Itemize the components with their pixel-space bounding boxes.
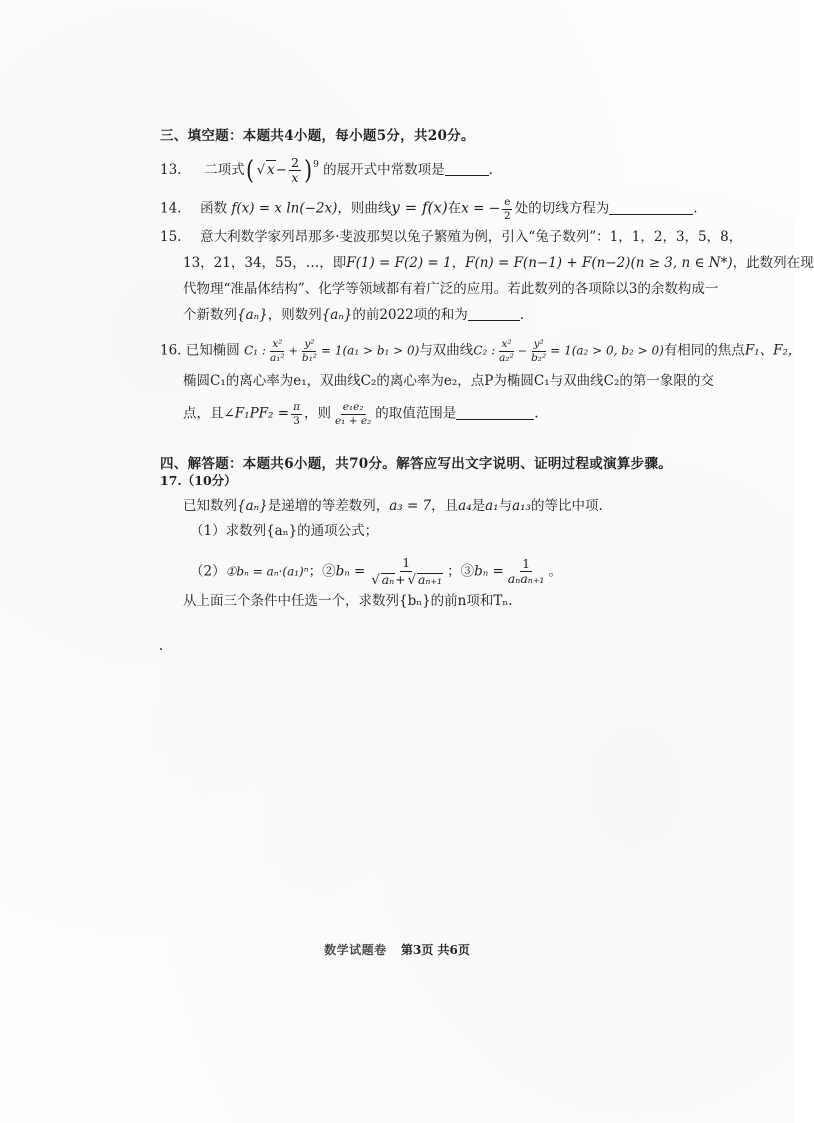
q16-ratio-den: e₁ + e₂ — [334, 414, 372, 427]
q14-x-eq: x = − — [461, 200, 501, 217]
q17-sep-2: ；③ — [447, 563, 475, 580]
q17-c2-num: 1 — [402, 555, 411, 570]
page-footer — [0, 941, 794, 958]
stray-mark — [160, 648, 162, 650]
q17-a1: a₁ — [485, 498, 499, 514]
q17-stem-c: 是递增的等差数列， — [267, 498, 390, 514]
q15-text-2a: 13，21，34，55，…，即 — [183, 255, 347, 271]
q16-text-3a: 点，且 — [183, 405, 224, 422]
q16-h-den-b: b₂² — [531, 351, 547, 364]
q16-text-1d: 与双曲线 — [419, 342, 474, 359]
q13-end: . — [488, 162, 493, 178]
q14-x-den: 2 — [504, 209, 511, 222]
q16-foci: F₁、F₂， — [744, 342, 802, 359]
q17-c3-den: aₙaₙ₊₁ — [507, 571, 545, 587]
q15-text-1: 意大利数学家列昂那多·斐波那契以兔子繁殖为例，引入“兔子数列”：1，1，2，3，5，8， — [200, 229, 743, 245]
q13-minus: − — [275, 162, 287, 178]
q13-frac-num: 2 — [290, 154, 299, 170]
question-15-line-2 — [183, 254, 814, 272]
q15-text-2f: ，此数列在现 — [732, 255, 814, 271]
q17-condition-1: ①bₙ = aₙ·(a₁)ⁿ — [225, 564, 309, 579]
q17-part-1-text: （1）求数列{aₙ}的通项公式； — [190, 523, 379, 539]
q13-sqrt: x — [267, 162, 275, 178]
q14-end: . — [693, 200, 698, 217]
question-17-header — [160, 472, 237, 490]
q17-points: （10分） — [181, 473, 237, 488]
footer-subject: 数学试题卷 — [324, 943, 387, 957]
q15-text-3: 代物理“准晶体结构”、化学等领域都有着广泛的应用。若此数列的各项除以3的余数构成一 — [183, 281, 719, 297]
q15-answer-blank[interactable] — [468, 308, 520, 321]
q15-comma: ， — [451, 255, 466, 271]
q17-condition-3-lhs: bₙ = — [474, 563, 504, 580]
q17-task-text: 从上面三个条件中任选一个，求数列{bₙ}的前n项和Tₙ. — [183, 593, 513, 609]
question-15-line-3 — [183, 280, 718, 298]
question-16-line-1 — [160, 339, 801, 363]
q16-hyperbola-label: C₂ : — [473, 343, 496, 358]
q17-condition-2-lhs: bₙ = — [335, 563, 366, 580]
q15-condition: (n ≥ 3, n ∈ N*) — [630, 255, 733, 271]
q13-post: 的展开式中常数项是 — [323, 162, 445, 178]
q15-text-4a: 个新数列 — [183, 307, 237, 323]
q17-stem-a: 已知数列 — [183, 498, 237, 514]
q15-seq-2: {aₙ} — [321, 307, 353, 323]
q15-end: . — [519, 307, 525, 323]
q16-h-num-x: x² — [501, 338, 512, 350]
q16-e-num-x: x² — [272, 338, 283, 350]
q17-a4: a₄ — [458, 498, 472, 514]
q16-text-3c: ，则 — [303, 405, 331, 422]
q14-at: 在 — [447, 200, 462, 217]
q15-seq-1: {aₙ} — [237, 307, 268, 323]
q16-text-2: 椭圆C₁的离心率为e₁，双曲线C₂的离心率为e₂，点P为椭圆C₁与双曲线C₂的第一象限的交 — [183, 373, 714, 389]
q16-h-den-a: a₂² — [499, 351, 514, 364]
q16-answer-blank[interactable] — [456, 407, 534, 420]
q16-text-1a: 已知椭圆 — [185, 342, 240, 359]
q15-text-4e: 的前2022项的和为 — [352, 307, 468, 323]
q16-end: . — [534, 405, 539, 422]
q15-text-4c: ，则数列 — [267, 307, 322, 323]
q16-e-den-a: a₁² — [269, 351, 285, 364]
q14-mid: ，则曲线 — [337, 200, 392, 217]
question-16-line-3 — [183, 402, 539, 426]
section-4-heading: 四、解答题：本题共6小题，共70分。解答应写出文字说明、证明过程或演算步骤。 — [160, 456, 673, 472]
q16-angle-num: π — [293, 401, 300, 413]
q14-curve: y = f(x) — [391, 198, 448, 217]
q15-f1-f2: F(1) = F(2) = 1 — [346, 255, 452, 271]
q17-a13: a₁₃ — [512, 498, 531, 514]
q16-angle: ∠F₁PF₂ = — [223, 405, 290, 422]
q17-stem-i: 与 — [498, 498, 513, 514]
question-16-line-2 — [183, 372, 714, 390]
q16-e-num-y: y² — [304, 338, 315, 350]
q17-c2-den-plus: + — [395, 571, 406, 587]
q16-number: 16. — [160, 342, 182, 359]
question-15-line-1 — [160, 228, 742, 246]
q14-post: 处的切线方程为 — [514, 200, 610, 217]
question-13: 13. 二项式( √ x− $\frac{2}{x}$ )$^9$ 的展开式中常数项是 . — [160, 154, 493, 186]
q15-recurrence: F(n) = F(n−1) + F(n−2) — [465, 255, 631, 271]
q16-h-num-y: y² — [533, 338, 544, 350]
q17-a3: a₃ = 7 — [389, 498, 432, 514]
q16-text-3d: 的取值范围是 — [375, 405, 457, 422]
q16-ellipse-cond: = 1(a₁ > b₁ > 0) — [320, 343, 420, 358]
q15-number: 15. — [160, 229, 182, 245]
q16-minus: − — [517, 344, 528, 358]
q16-e-den-b: b₁² — [301, 351, 317, 364]
q17-stem-e: ，且 — [431, 498, 459, 514]
q17-c3-num: 1 — [522, 555, 531, 571]
footer-page-number: 第3页 共6页 — [401, 943, 470, 957]
question-14 — [160, 197, 698, 221]
q13-pre: 二项式 — [204, 162, 245, 178]
q13-frac-den: x — [291, 170, 299, 185]
question-17-part-2: （2）①bₙ = aₙ·(a₁)ⁿ；②bₙ = $\frac{1}{\text{√ aₙ+ √ aₙ₊₁}}$ ；③bₙ = $\frac{1}{\text{aₙaₙ₊₁}}$ 。 — [190, 555, 562, 588]
q16-angle-den: 3 — [293, 414, 300, 427]
q17-sep-1: ；② — [308, 563, 336, 580]
q17-seq: {aₙ} — [237, 498, 268, 514]
q14-x-num: e — [504, 196, 511, 208]
q17-c2-den-a: aₙ — [381, 571, 395, 587]
question-17-part-1 — [190, 522, 378, 540]
section-3-heading: 三、填空题：本题共4小题，每小题5分，共20分。 — [160, 128, 475, 144]
q16-ellipse-label: C₁ : — [244, 343, 266, 358]
q14-answer-blank[interactable] — [609, 202, 693, 215]
q14-function: f(x) = x ln(−2x) — [231, 200, 338, 217]
q16-hyperbola-cond: = 1(a₂ > 0, b₂ > 0) — [550, 343, 664, 358]
q13-number: 13. — [160, 162, 182, 178]
q17-stem-k: 的等比中项. — [530, 498, 603, 514]
q16-plus: + — [288, 344, 298, 358]
q17-part-2-label: （2） — [190, 563, 226, 580]
q14-pre: 函数 — [200, 200, 228, 217]
question-15-line-4 — [183, 306, 524, 324]
question-17-stem — [183, 497, 603, 515]
q17-stem-g: 是 — [471, 498, 486, 514]
q17-c2-den-b: aₙ₊₁ — [417, 571, 443, 587]
q16-text-1g: 有相同的焦点 — [663, 342, 745, 359]
q13-answer-blank[interactable] — [445, 163, 489, 176]
q13-exponent: 9 — [313, 160, 319, 170]
question-17-task — [183, 592, 513, 610]
q17-number: 17. — [160, 473, 182, 488]
q17-sep-3: 。 — [548, 563, 562, 580]
q14-number: 14. — [160, 200, 182, 217]
q16-ratio-num: e₁e₂ — [342, 401, 364, 413]
